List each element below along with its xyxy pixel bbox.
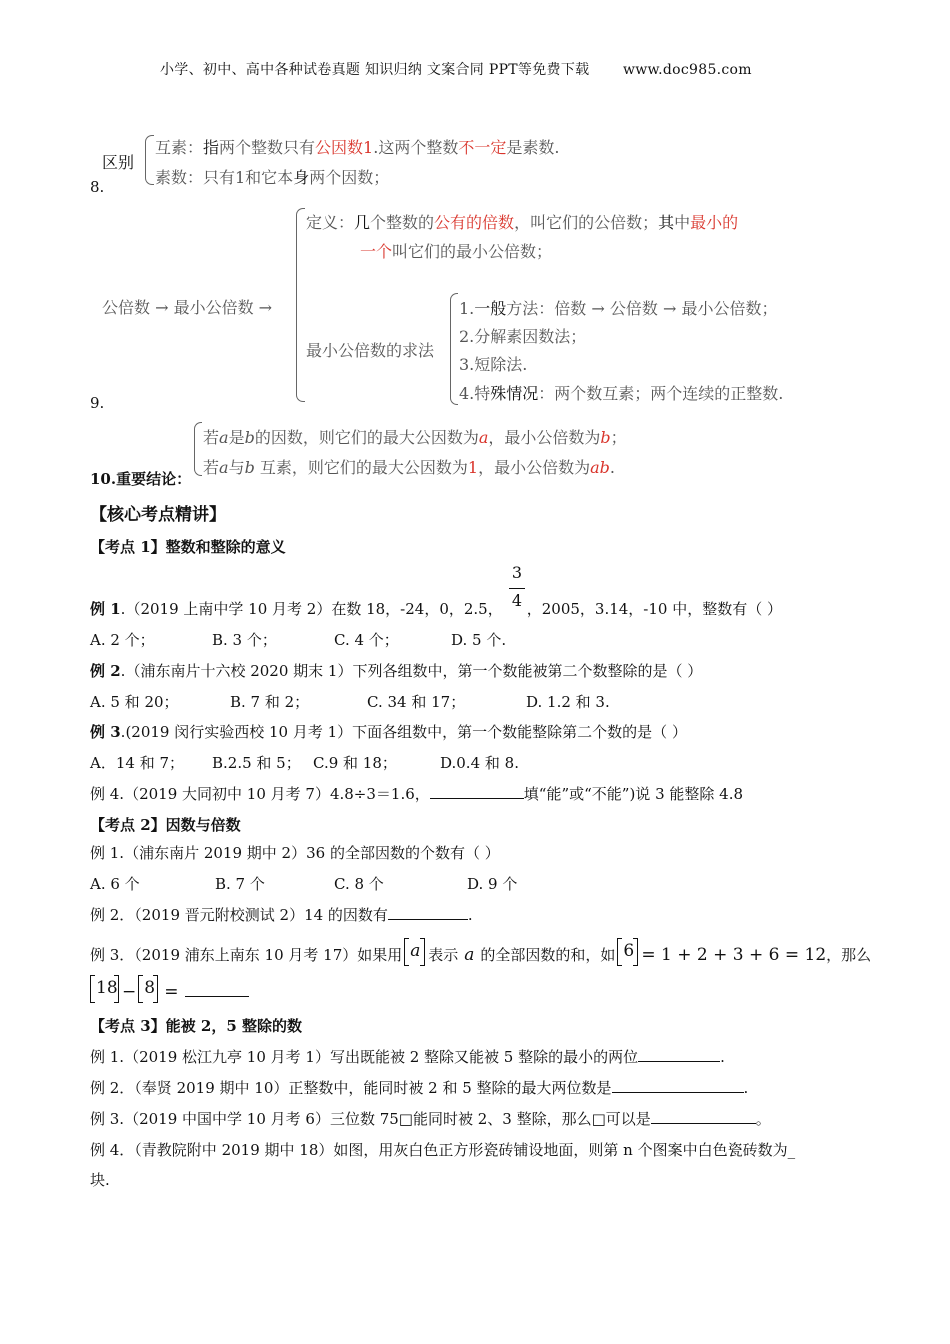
item9-method-1: 1.一般方法：倍数 → 公倍数 → 最小公倍数； xyxy=(459,299,778,318)
kd1-ex1-frac-num: 3 xyxy=(511,563,523,582)
kd1-ex1-option-a: A. 2 个； xyxy=(90,631,155,649)
kd2-ex2: 例 2．（2019 晋元附校测试 2）14 的因数有 . xyxy=(90,906,473,924)
kd3-ex4-line2: 块. xyxy=(90,1171,110,1189)
kd2-ex1-option-b: B. 7 个 xyxy=(215,875,265,893)
kd2-ex3-blank[interactable] xyxy=(185,978,249,997)
kd1-ex1: 例 1.（2019 上南中学 10 月考 2）在数 18，-24，0，2.5， ，2005，3.14，-10 中，整数有（ ） xyxy=(90,600,782,618)
kd1-ex3-option-c: C.9 和 18； xyxy=(313,754,397,772)
item9-method-label: 最小公倍数的求法 xyxy=(306,341,435,360)
kd1-ex2: 例 2.（浦东南片十六校 2020 期末 1）下列各组数中，第一个数能被第二个数整除的是（ ） xyxy=(90,662,703,680)
section-title: 【核心考点精讲】 xyxy=(90,505,226,525)
item10-brace xyxy=(194,422,202,476)
kd3-ex1: 例 1.（2019 松江九亭 10 月考 1）写出既能被 2 整除又能被 5 整除的最小的两位 . xyxy=(90,1048,725,1066)
kd1-ex3-option-d: D.0.4 和 8. xyxy=(440,754,519,772)
item8-line1: 互素：指两个整数只有公因数1.这两个整数不一定是素数. xyxy=(155,138,560,157)
kd3-ex3-blank[interactable] xyxy=(651,1109,756,1124)
item9-definition-2: 一个叫它们的最小公倍数； xyxy=(360,242,553,261)
item8-number: 8. xyxy=(90,178,105,196)
kd2-title: 【考点 2】因数与倍数 xyxy=(90,816,241,834)
kd1-ex2-option-c: C. 34 和 17； xyxy=(367,693,466,711)
kd2-ex3-sym-6: 6 xyxy=(615,944,641,960)
kd1-ex4-blank[interactable] xyxy=(430,784,524,799)
item9-method-2: 2.分解素因数法； xyxy=(459,327,587,346)
kd1-ex1-option-c: C. 4 个； xyxy=(334,631,399,649)
item8-line2: 素数：只有1和它本身两个因数； xyxy=(155,168,390,187)
item9-number: 9. xyxy=(90,394,105,412)
kd2-ex3-sym-8: 8 xyxy=(136,981,160,997)
kd2-ex1-option-d: D. 9 个 xyxy=(467,875,518,893)
item9-brace-outer xyxy=(296,208,305,402)
kd1-ex1-option-d: D. 5 个. xyxy=(451,631,507,649)
kd1-ex3-option-a: A．14 和 7； xyxy=(90,754,184,772)
kd1-ex2-option-b: B. 7 和 2； xyxy=(230,693,310,711)
kd3-title: 【考点 3】能被 2，5 整除的数 xyxy=(90,1017,302,1035)
kd2-ex1-option-a: A. 6 个 xyxy=(90,875,140,893)
kd2-ex3-sym-18: 18 xyxy=(90,981,122,997)
kd1-ex3: 例 3.(2019 闵行实验西校 10 月考 1）下面各组数中，第一个数能整除第二个数的是（ ） xyxy=(90,723,687,741)
kd1-ex1-option-b: B. 3 个； xyxy=(212,631,277,649)
item8-brace xyxy=(145,135,154,185)
kd3-ex1-blank[interactable] xyxy=(638,1047,720,1062)
header-url[interactable]: www.doc985.com xyxy=(622,62,752,78)
item9-definition: 定义：几个整数的公有的倍数，叫它们的公倍数；其中最小的 xyxy=(306,213,739,232)
kd2-ex3-sym-a: a xyxy=(402,944,428,960)
kd1-ex2-option-a: A. 5 和 20； xyxy=(90,693,179,711)
kd2-ex1: 例 1.（浦东南片 2019 期中 2）36 的全部因数的个数有（ ） xyxy=(90,844,500,862)
kd1-ex3-option-b: B.2.5 和 5； xyxy=(212,754,301,772)
item9-root: 公倍数 → 最小公倍数 → xyxy=(102,298,273,317)
kd2-ex2-blank[interactable] xyxy=(388,905,468,920)
header-text xyxy=(160,59,752,79)
kd1-ex1-frac-bar xyxy=(509,588,525,589)
item9-method-3: 3.短除法. xyxy=(459,355,528,374)
kd1-ex2-option-d: D. 1.2 和 3. xyxy=(526,693,610,711)
kd1-title: 【考点 1】整数和整除的意义 xyxy=(90,538,286,556)
kd3-ex2: 例 2．（奉贤 2019 期中 10）正整数中，能同时被 2 和 5 整除的最大两位数是 . xyxy=(90,1079,749,1097)
kd3-ex3: 例 3.（2019 中国中学 10 月考 6）三位数 75□能同时被 2、3 整除，那么□可以是 。 xyxy=(90,1110,771,1128)
item10-line1: 若a是b的因数，则它们的最大公因数为a，最小公倍数为b； xyxy=(203,428,627,447)
kd3-ex4: 例 4．（青教院附中 2019 期中 18）如图，用灰白色正方形瓷砖铺设地面，则第 n 个图案中白色瓷砖数为_ xyxy=(90,1141,796,1159)
kd2-ex3-line2: 18 − 8 = xyxy=(90,978,249,1002)
item10-line2: 若a与b 互素，则它们的最大公因数为1，最小公倍数为ab. xyxy=(203,458,615,477)
item10-heading: 10.重要结论： xyxy=(90,470,192,488)
item8-label: 区别 xyxy=(102,153,135,172)
item9-brace-inner xyxy=(450,293,458,405)
kd2-ex3-line1: 例 3．（2019 浦东上南东 10 月考 17）如果用 a 表示 a 的全部因数的和，如 6 = 1 + 2 + 3 + 6 = 12，那么 xyxy=(90,944,871,965)
kd2-ex1-option-c: C. 8 个 xyxy=(334,875,384,893)
kd1-ex1-frac-den: 4 xyxy=(511,591,523,610)
kd3-ex2-blank[interactable] xyxy=(612,1078,744,1093)
header-title: 小学、初中、高中各种试卷真题 知识归纳 文案合同 PPT等免费下载 xyxy=(160,62,590,78)
kd1-ex4: 例 4.（2019 大同初中 10 月考 7）4.8÷3＝1.6， 填“能”或“不能”)说 3 能整除 4.8 xyxy=(90,785,744,803)
item9-method-4: 4.特殊情况：两个数互素；两个连续的正整数. xyxy=(459,384,784,403)
